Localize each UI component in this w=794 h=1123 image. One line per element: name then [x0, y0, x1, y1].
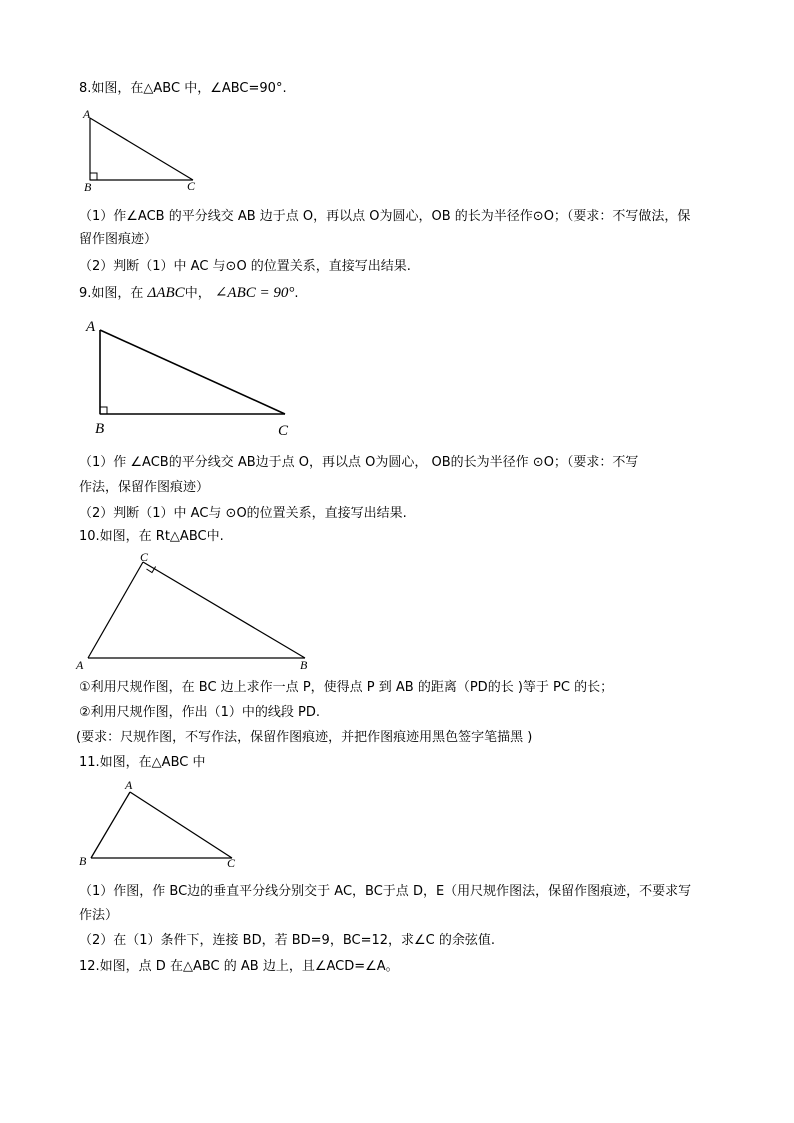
- problem-9-q1-line1: （1）作 ∠ACB的平分线交 AB边于点 O，再以点 O为圆心， OB的长为半径作 ⊙O；（要求：不写: [79, 455, 639, 470]
- problem-12-intro: 12.如图，点 D 在△ABC 的 AB 边上，且∠ACD=∠A。: [79, 959, 399, 974]
- problem-10-intro: 10.如图，在 Rt△ABC中.: [79, 529, 224, 544]
- triangle-abc-symbol: ΔABC: [147, 285, 185, 301]
- p11-label-b: B: [79, 854, 87, 868]
- p10-label-a: A: [76, 658, 84, 672]
- problem-9-intro: 9.如图，在 ΔABC中， ∠ABC = 90°.: [79, 285, 299, 301]
- problem-10-step2: ②利用尺规作图，作出（1）中的线段 PD.: [79, 705, 321, 720]
- problem-11-figure: [75, 776, 245, 875]
- problem-8-q2: （2）判断（1）中 AC 与⊙O 的位置关系，直接写出结果.: [79, 259, 411, 274]
- p8-label-b: B: [84, 180, 92, 194]
- p8-label-c: C: [187, 179, 196, 193]
- p9-label-a: A: [86, 319, 96, 335]
- problem-11-intro: 11.如图，在△ABC 中: [79, 755, 206, 770]
- p9-label-c: C: [278, 423, 289, 439]
- p11-label-a: A: [125, 778, 133, 792]
- problem-11-q1-line2: 作法）: [79, 908, 119, 923]
- p9-label-b: B: [95, 421, 105, 437]
- problem-9-q2: （2）判断（1）中 AC与 ⊙O的位置关系，直接写出结果.: [79, 506, 407, 521]
- problem-8-figure: [79, 106, 204, 200]
- angle-abc-equation: ∠ABC = 90°: [214, 285, 295, 301]
- p8-label-a: A: [83, 107, 91, 121]
- problem-10-step1: ①利用尺规作图，在 BC 边上求作一点 P，使得点 P 到 AB 的距离（PD的长 )等于 PC 的长；: [79, 680, 614, 695]
- p10-label-c: C: [140, 550, 149, 564]
- problem-8-q1-line1: （1）作∠ACB 的平分线交 AB 边于点 O，再以点 O为圆心，OB 的长为半径作⊙O；（要求：不写做法，保: [79, 209, 691, 224]
- p10-label-b: B: [300, 658, 308, 672]
- p11-label-c: C: [227, 856, 236, 870]
- problem-11-q1-line1: （1）作图，作 BC边的垂直平分线分别交于 AC，BC于点 D，E（用尺规作图法，保留作图痕迹，不要求写: [79, 884, 692, 899]
- problem-10-requirement: (要求：尺规作图，不写作法，保留作图痕迹，并把作图痕迹用黑色签字笔描黑 ): [76, 730, 533, 745]
- problem-11-q2: （2）在（1）条件下，连接 BD，若 BD=9，BC=12，求∠C 的余弦值.: [79, 933, 496, 948]
- problem-9-figure: [79, 316, 309, 445]
- problem-10-figure: [70, 548, 320, 677]
- problem-9-q1-line2: 作法，保留作图痕迹）: [79, 480, 210, 495]
- problem-8-intro: 8.如图，在△ABC 中，∠ABC=90°.: [79, 81, 287, 96]
- problem-8-q1-line2: 留作图痕迹）: [79, 232, 158, 247]
